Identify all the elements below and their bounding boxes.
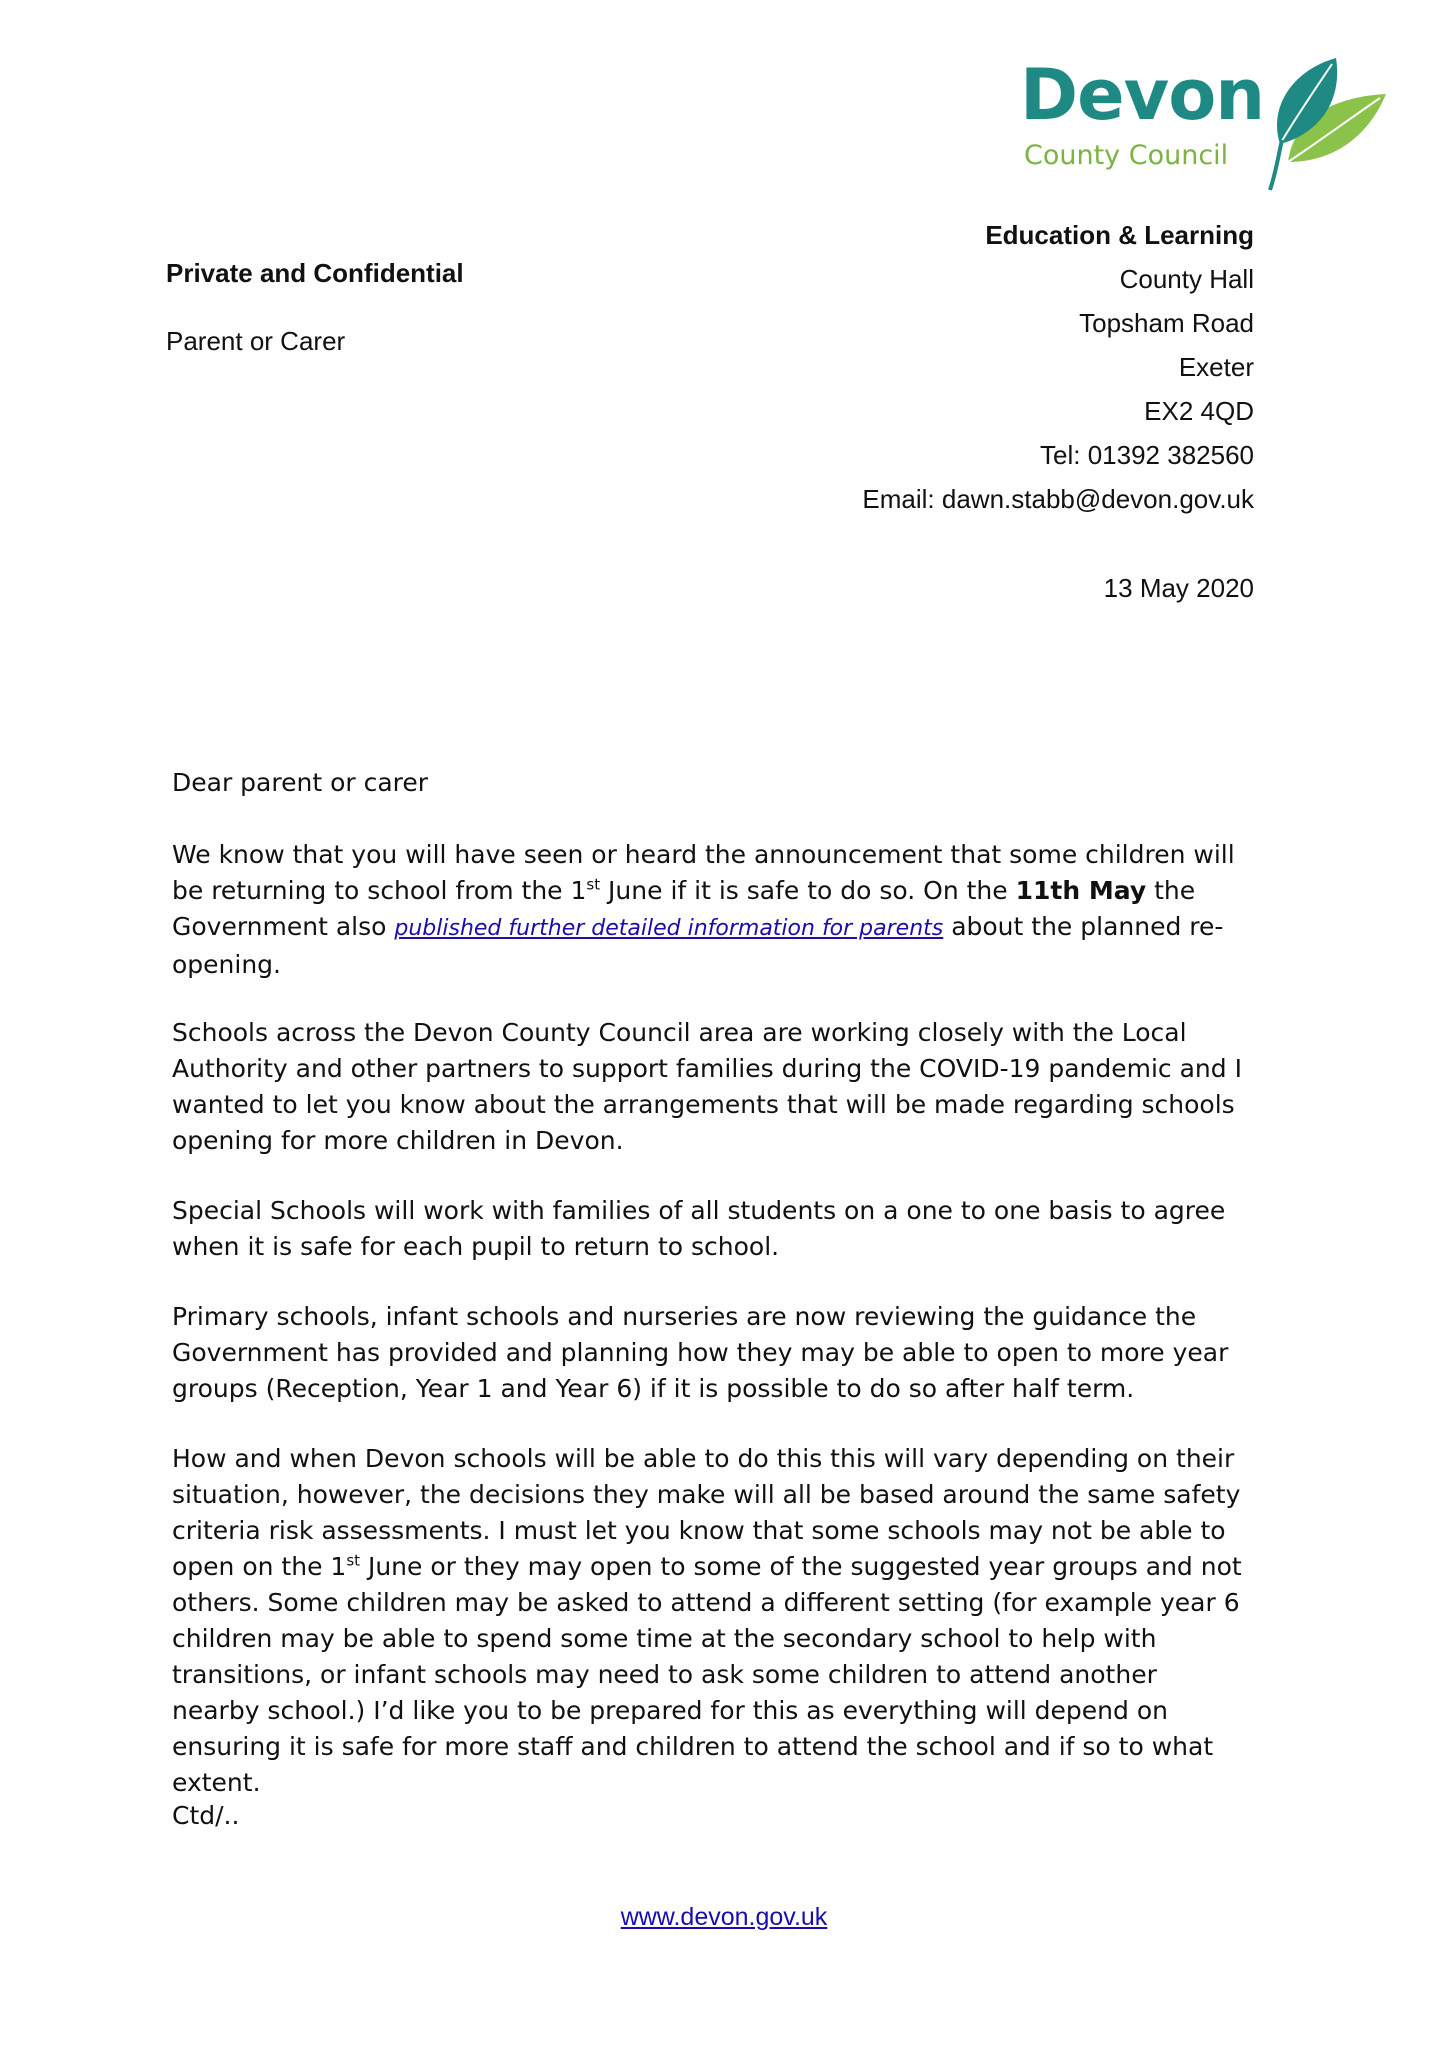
p5-text-a: How and when Devon schools will be able to do this this will vary depending on their situation, however, the decisions they make will all be based around the same safety criteria risk assessments. I must let you know that some schools may not be able to open on the 1 <box>172 1444 1241 1581</box>
p1-text-b: June if it is safe to do so. On the <box>600 876 1016 905</box>
telephone: Tel: 01392 382560 <box>1040 440 1254 470</box>
continued-text: Ctd/.. <box>172 1801 240 1830</box>
letter-date: 13 May 2020 <box>1103 573 1254 603</box>
address-line-2: Topsham Road <box>1079 308 1254 338</box>
p1-text-a: We know that you will have seen or heard the announcement that some children will be returning to school from the 1 <box>172 840 1235 905</box>
paragraph-2 <box>172 1015 1252 1159</box>
continued-marker <box>172 1798 1252 1834</box>
logo-subtitle: County Council <box>1024 140 1229 171</box>
leaf-icon <box>1248 52 1388 192</box>
devon-county-council-logo <box>1020 52 1390 192</box>
p2-text: Schools across the Devon County Council area are working closely with the Local Authority and other partners to support families during the COVID-19 pandemic and I wanted to let you know about the arrangements that will be made regarding schools opening for more children in Devon. <box>172 1018 1242 1155</box>
department-name: Education & Learning <box>985 220 1254 250</box>
paragraph-5 <box>172 1441 1252 1801</box>
p4-text: Primary schools, infant schools and nurseries are now reviewing the guidance the Government has provided and planning how they may be able to open to more year groups (Reception, Year 1 and Year 6) if it is possible to do so after half term. <box>172 1302 1229 1403</box>
confidential-label: Private and Confidential <box>166 258 464 288</box>
footer <box>0 1902 1448 1932</box>
p5-text-b: June or they may open to some of the suggested year groups and not others. Some children may be asked to attend a different setting (for example year 6 children may be able to spend some time at the secondary school to help with transitions, or infant schools may need to ask some children to attend another nearby school.) I’d like you to be prepared for this as everything will depend on ensuring it is safe for more staff and children to attend the school and if so to what extent. <box>172 1552 1242 1797</box>
parents-information-link[interactable]: published further detailed information for parents <box>394 916 944 941</box>
address-city: Exeter <box>1178 352 1254 382</box>
paragraph-1 <box>172 837 1252 983</box>
p3-text: Special Schools will work with families of all students on a one to one basis to agree when it is safe for each pupil to return to school. <box>172 1196 1226 1261</box>
salutation-text: Dear parent or carer <box>172 768 429 797</box>
p1-superscript: st <box>586 875 601 894</box>
recipient-label: Parent or Carer <box>166 326 346 356</box>
p5-superscript: st <box>346 1551 361 1570</box>
p1-text-d: about the planned re-opening. <box>172 912 1224 979</box>
address-line-1: County Hall <box>1119 264 1254 294</box>
salutation <box>172 765 1252 801</box>
email: Email: dawn.stabb@devon.gov.uk <box>862 484 1254 514</box>
website-link[interactable]: www.devon.gov.uk <box>620 1903 828 1931</box>
paragraph-3 <box>172 1193 1252 1265</box>
logo-wordmark: Devon <box>1020 54 1265 136</box>
address-postcode: EX2 4QD <box>1144 396 1254 426</box>
p1-text-c: the Government also <box>172 876 1196 941</box>
paragraph-4 <box>172 1299 1252 1407</box>
p1-bold-date: 11th May <box>1015 876 1147 905</box>
